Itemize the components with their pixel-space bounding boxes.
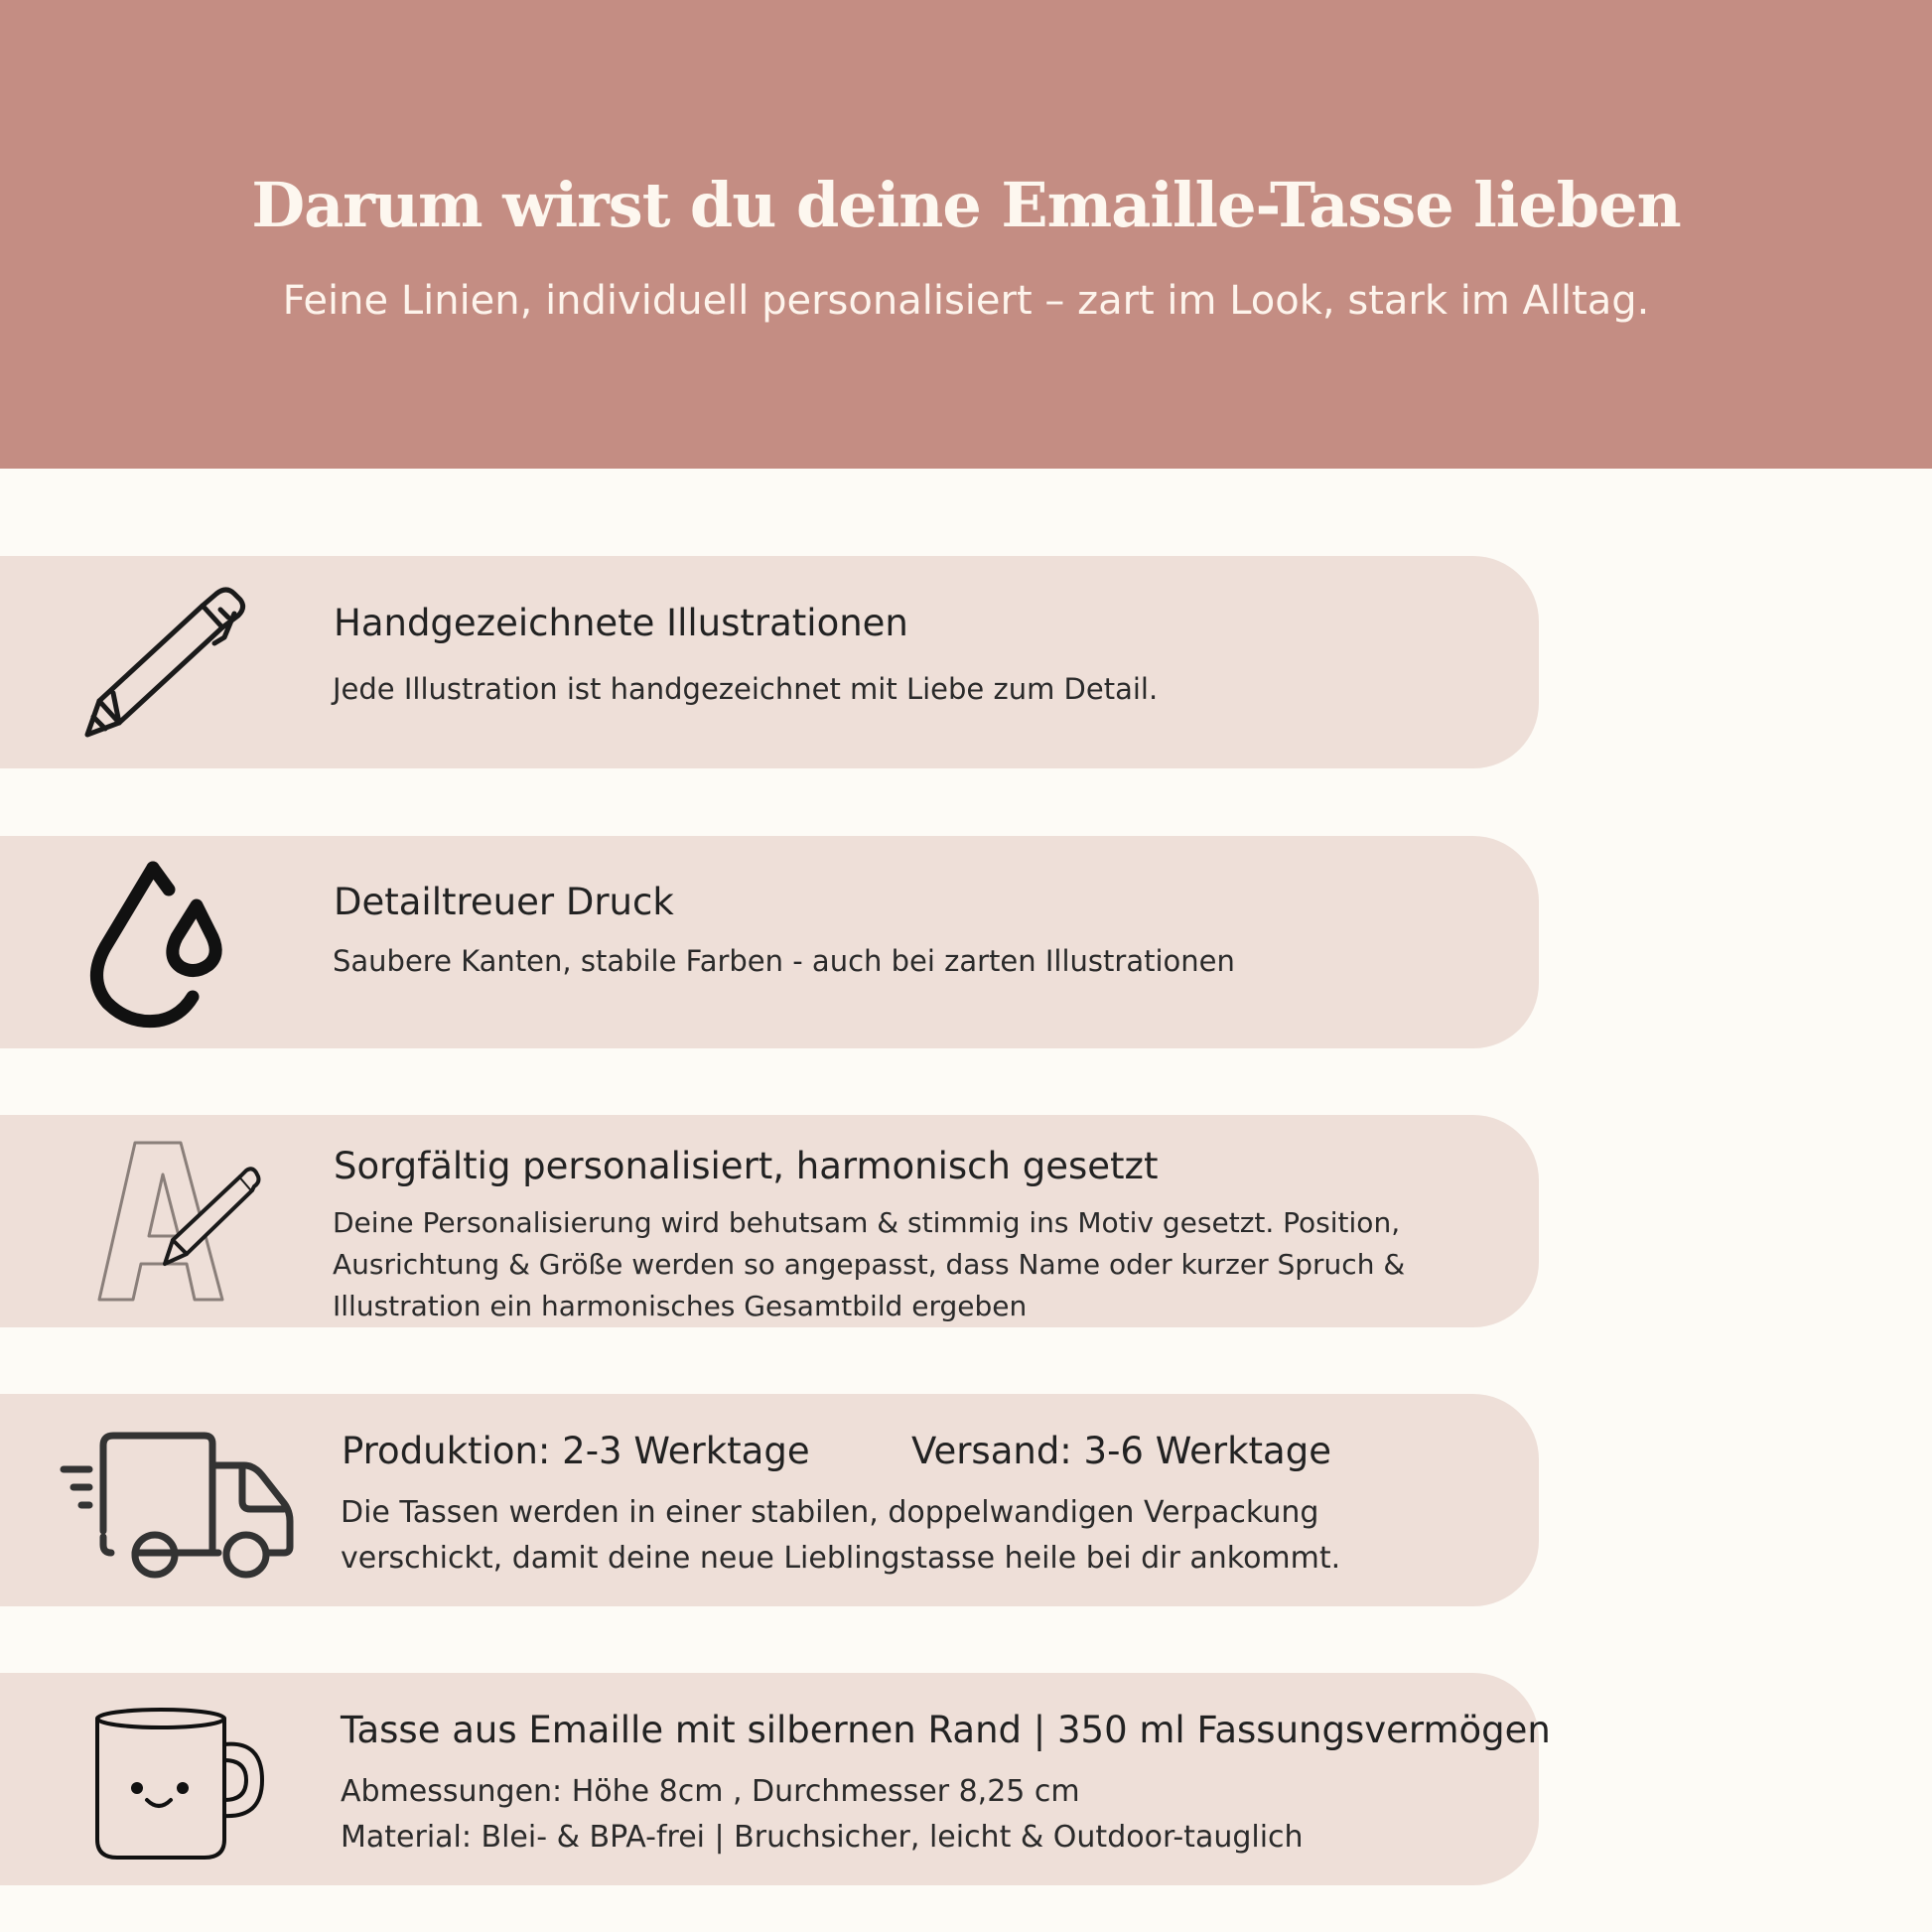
feature-description: Die Tassen werden in einer stabilen, doppelwandigen Verpackung verschickt, damit deine neue Lieblingstasse heile bei dir ankommt.	[341, 1495, 1341, 1576]
header-banner	[0, 0, 1932, 469]
feature-title: Tasse aus Emaille mit silbernen Rand | 350 ml Fassungsvermögen	[341, 1709, 1551, 1751]
feature-description: Deine Personalisierung wird behutsam & stimmig ins Motiv gesetzt. Position, Ausrichtung & Größe werden so angepasst, dass Name oder kurzer Spruch & Illustration ein harmonisches Gesamtbild ergeben	[333, 1206, 1406, 1322]
delivery-truck-icon	[60, 1432, 298, 1590]
shipping-time: Versand: 3-6 Werktage	[911, 1430, 1331, 1472]
feature-description: Jede Illustration ist handgezeichnet mit Liebe zum Detail.	[333, 672, 1159, 706]
feature-card-illustrations	[0, 556, 1539, 768]
page-title: Darum wirst du deine Emaille-Tasse lieben	[251, 169, 1681, 241]
smiling-mug-icon	[91, 1705, 270, 1863]
feature-title: Handgezeichnete Illustrationen	[334, 602, 908, 644]
production-time: Produktion: 2-3 Werktage	[342, 1430, 810, 1472]
pen-icon	[79, 584, 258, 743]
feature-card-personalization	[0, 1115, 1539, 1327]
ink-drops-icon	[85, 858, 244, 1032]
letter-a-pencil-icon	[95, 1141, 264, 1310]
feature-card-delivery	[0, 1394, 1539, 1606]
feature-card-mug-specs	[0, 1673, 1551, 1885]
feature-description: Abmessungen: Höhe 8cm , Durchmesser 8,25 cm Material: Blei- & BPA-frei | Bruchsicher, leicht & Outdoor-tauglich	[341, 1774, 1304, 1855]
page-subtitle: Feine Linien, individuell personalisiert – zart im Look, stark im Alltag.	[282, 278, 1650, 324]
feature-card-print	[0, 836, 1539, 1048]
feature-title: Detailtreuer Druck	[334, 881, 674, 923]
feature-title: Sorgfältig personalisiert, harmonisch gesetzt	[334, 1145, 1159, 1187]
feature-description: Saubere Kanten, stabile Farben - auch bei zarten Illustrationen	[333, 944, 1235, 978]
